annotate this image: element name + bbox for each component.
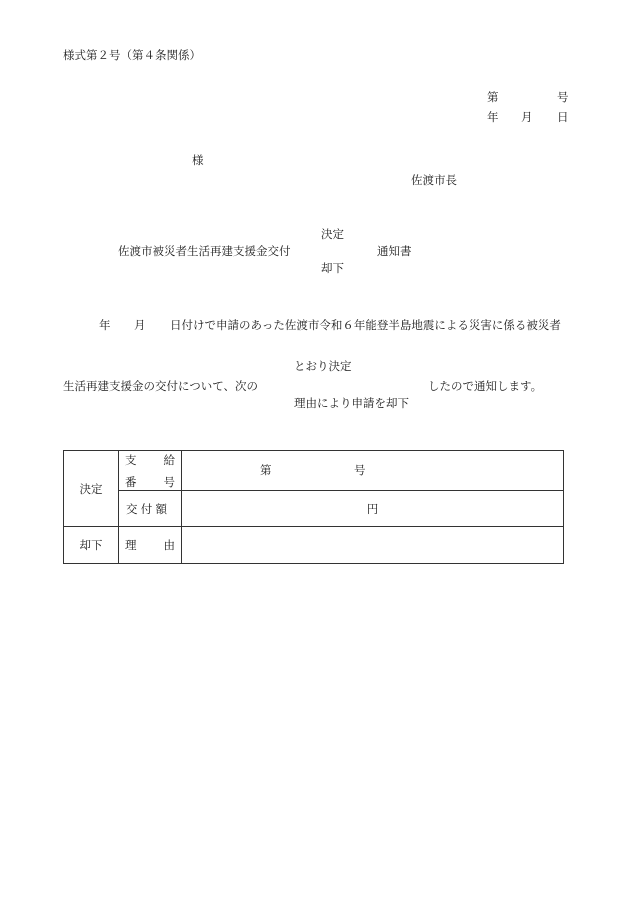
date-month: 月	[521, 110, 533, 124]
title-option-decide: 決定	[321, 227, 344, 241]
amount-value[interactable]	[182, 491, 564, 527]
reason-value[interactable]	[182, 527, 564, 564]
reject-label: 却下	[64, 527, 119, 564]
body-option-decide: とおり決定	[294, 359, 352, 373]
body-line1-text: 日付けで申請のあった佐渡市令和６年能登半島地震による災害に係る被災者	[170, 318, 561, 332]
payment-number-value[interactable]	[182, 451, 564, 491]
form-number: 様式第２号（第４条関係）	[63, 48, 201, 62]
body-line2-suffix: したので通知します。	[428, 379, 543, 393]
doc-number-suffix: 号	[557, 90, 569, 104]
body-month: 月	[134, 318, 146, 332]
title-suffix: 通知書	[377, 244, 412, 258]
decision-table	[63, 450, 564, 564]
payment-number-prefix: 第	[260, 463, 272, 477]
reason-label: 理 由	[119, 527, 182, 564]
title-option-reject: 却下	[321, 261, 344, 275]
decide-label: 決定	[64, 451, 119, 527]
payment-number-label: 支 給 番 号	[119, 451, 182, 491]
body-option-reject: 理由により申請を却下	[294, 396, 409, 410]
date-day: 日	[557, 110, 569, 124]
amount-unit: 円	[366, 501, 379, 516]
addressee-honorific: 様	[192, 153, 204, 167]
payment-number-suffix: 号	[354, 463, 366, 477]
body-line2-prefix: 生活再建支援金の交付について、次の	[63, 379, 259, 393]
body-year: 年	[99, 318, 111, 332]
date-year: 年	[487, 110, 499, 124]
doc-number-prefix: 第	[487, 90, 499, 104]
sender-name: 佐渡市長	[411, 173, 457, 187]
document-title: 佐渡市被災者生活再建支援金交付	[118, 244, 291, 258]
amount-label: 交 付 額	[119, 491, 182, 527]
